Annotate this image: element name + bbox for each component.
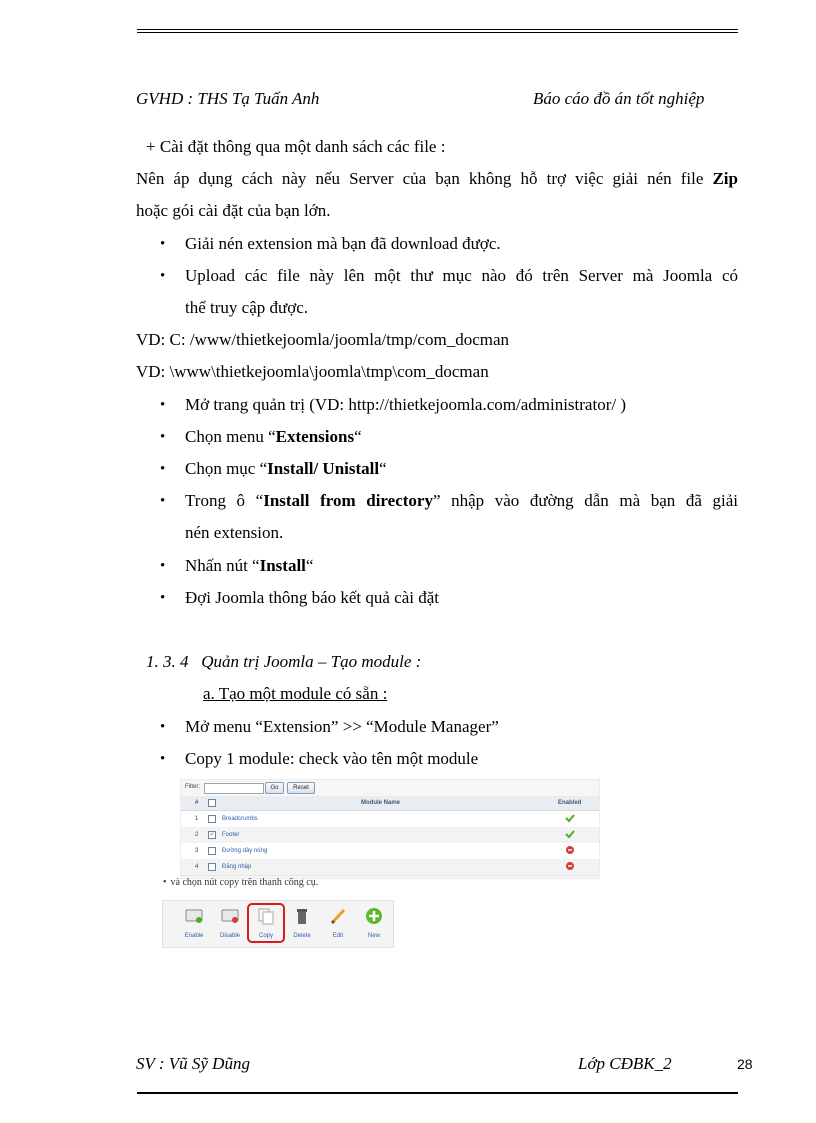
row-checkbox[interactable] <box>208 815 216 823</box>
column-enabled: Enabled <box>558 800 582 806</box>
column-module-name: Module Name <box>361 800 401 806</box>
paragraph-1-line-1: Nên áp dụng cách này nếu Server của bạn không hỗ trợ việc giải nén file Zip <box>136 169 738 188</box>
bullet-copy-module: • Copy 1 module: check vào tên một module <box>185 743 478 775</box>
copy-highlight-frame <box>247 903 285 943</box>
bullet-install-directory-line-2: nén extension. <box>185 523 284 542</box>
enabled-icon[interactable] <box>565 813 575 823</box>
bullet-module-manager: • Mở menu “Extension” >> “Module Manager” <box>185 711 499 743</box>
reset-button[interactable]: Reset <box>287 782 315 794</box>
header-report-title: Báo cáo đồ án tốt nghiệp <box>533 89 705 108</box>
example-path-1: VD: C: /www/thietkejoomla/joomla/tmp/com_docman <box>136 330 510 349</box>
column-number: # <box>195 800 199 806</box>
disabled-icon[interactable] <box>565 861 575 871</box>
subsection-heading: a. Tạo một module có sẵn : <box>203 684 388 703</box>
filter-input[interactable] <box>204 783 264 794</box>
new-label: New <box>367 933 380 939</box>
disable-button[interactable] <box>213 903 247 943</box>
enabled-icon[interactable] <box>565 829 575 839</box>
go-button[interactable]: Go <box>265 782 284 794</box>
paragraph-1-line-2: hoặc gói cài đặt của bạn lớn. <box>136 201 331 220</box>
trash-icon <box>293 907 311 925</box>
table-header <box>181 796 599 811</box>
row-checkbox[interactable] <box>208 847 216 855</box>
module-name-link[interactable]: Đường dây nóng <box>222 848 268 854</box>
bullet-admin: • Mở trang quản trị (VD: http://thietkejoomla.com/administrator/ ) <box>185 389 626 421</box>
enable-button[interactable] <box>177 903 211 943</box>
footer-rule <box>137 1092 738 1094</box>
row-number: 4 <box>195 864 199 870</box>
bullet-unzip: • Giải nén extension mà bạn đã download được. <box>185 228 501 260</box>
new-button[interactable] <box>357 903 391 943</box>
footer-class: Lớp CĐBK_2 <box>578 1054 672 1073</box>
bullet-upload: • Upload các file này lên một thư mục nào đó trên Server mà Joomla có <box>185 260 738 292</box>
page-number: 28 <box>737 1056 753 1072</box>
toolbar-note: • và chọn nút copy trên thanh công cụ. <box>163 877 319 888</box>
disabled-icon[interactable] <box>565 845 575 855</box>
bullet-install-button: • Nhấn nút “Install“ <box>185 550 313 582</box>
row-number: 2 <box>195 832 199 838</box>
module-name-link[interactable]: Footer <box>222 832 240 838</box>
plus-icon <box>365 907 383 925</box>
row-checkbox[interactable]: ✓ <box>209 832 215 838</box>
module-name-link[interactable]: Breadcrumbs <box>222 816 258 822</box>
row-number: 3 <box>195 848 199 854</box>
delete-label: Delete <box>293 933 311 939</box>
module-name-link[interactable]: Đăng nhập <box>222 864 252 870</box>
row-checkbox[interactable] <box>208 863 216 871</box>
table-row[interactable] <box>181 843 599 860</box>
header-rule <box>137 29 738 33</box>
bullet-wait-result: • Đợi Joomla thông báo kết quả cài đặt <box>185 582 439 614</box>
filter-label: Filter: <box>185 784 200 790</box>
example-path-2: VD: \www\thietkejoomla\joomla\tmp\com_docman <box>136 362 489 381</box>
table-row[interactable] <box>181 811 599 828</box>
pencil-icon <box>329 907 347 925</box>
header-supervisor: GVHD : THS Tạ Tuấn Anh <box>136 89 320 108</box>
copy-label: Copy <box>258 933 273 939</box>
module-list-screenshot <box>180 779 600 879</box>
enable-label: Enable <box>184 933 204 939</box>
disable-icon <box>221 907 239 925</box>
edit-button[interactable] <box>321 903 355 943</box>
bullet-extensions-menu: • Chọn menu “Extensions“ <box>185 421 362 453</box>
intro-line: + Cài đặt thông qua một danh sách các file : <box>146 137 446 156</box>
table-row[interactable] <box>181 827 599 844</box>
bullet-install-directory: • Trong ô “Install from directory” nhập vào đường dẫn mà bạn đã giải <box>185 485 738 517</box>
bullet-upload-line-2: thể truy cập được. <box>185 298 308 317</box>
delete-button[interactable] <box>285 903 319 943</box>
select-all-checkbox[interactable] <box>208 799 216 807</box>
toolbar-screenshot <box>162 900 394 948</box>
table-row[interactable] <box>181 859 599 876</box>
section-heading: 1. 3. 4 Quản trị Joomla – Tạo module : <box>146 652 422 671</box>
edit-label: Edit <box>332 933 344 939</box>
filter-row <box>181 781 599 795</box>
disable-label: Disable <box>219 933 240 939</box>
footer-student: SV : Vũ Sỹ Dũng <box>136 1054 250 1073</box>
enable-icon <box>185 907 203 925</box>
bullet-install-uninstall: • Chọn mục “Install/ Unistall“ <box>185 453 387 485</box>
row-number: 1 <box>195 816 199 822</box>
